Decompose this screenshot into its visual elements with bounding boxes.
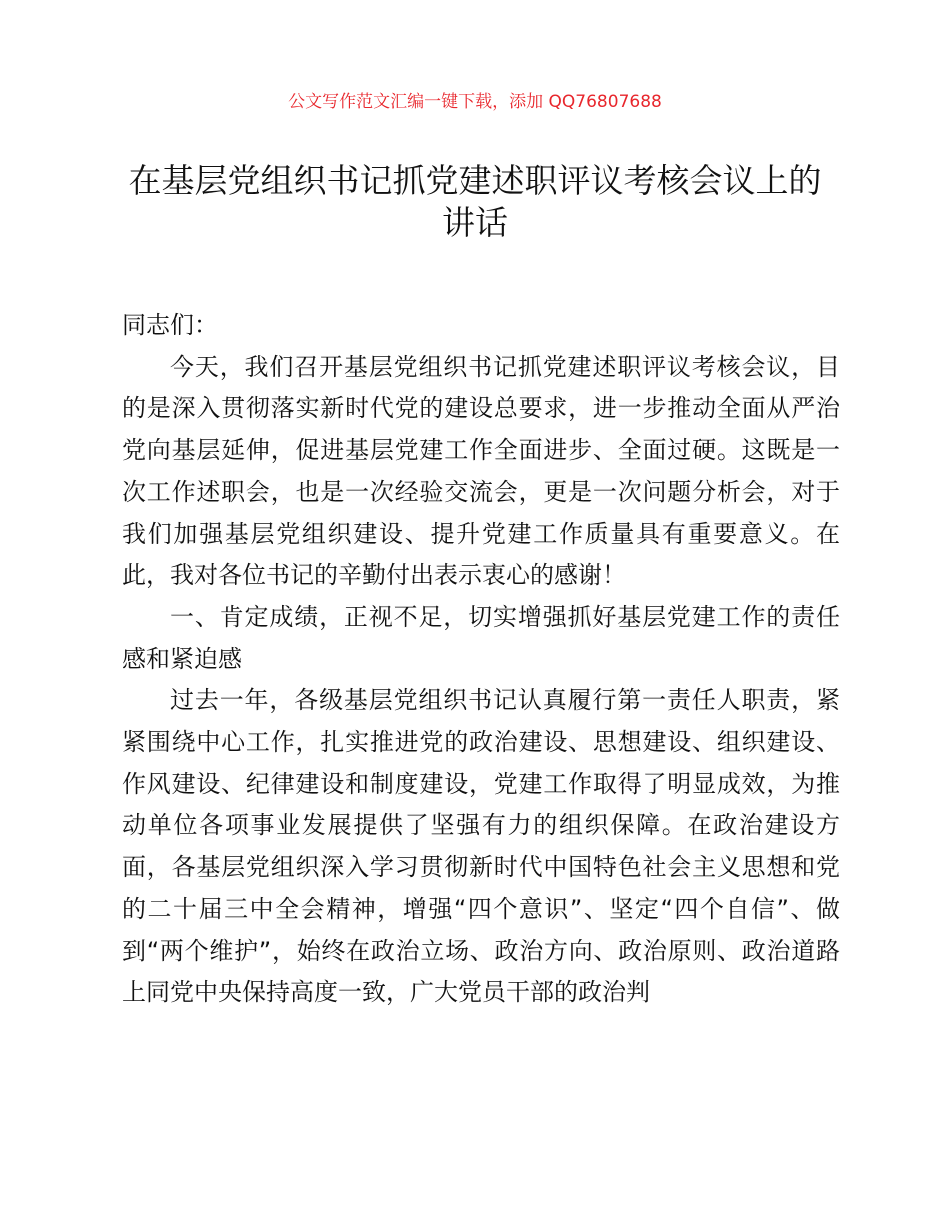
header-ad-text: 公文写作范文汇编一键下载，添加 QQ76807688 — [288, 92, 662, 112]
document-title: 在基层党组织书记抓党建述职评议考核会议上的讲话 — [128, 161, 822, 242]
document-body — [122, 305, 840, 1014]
paragraph-intro: 今天，我们召开基层党组织书记抓党建述职评议考核会议，目的是深入贯彻落实新时代党的建设总要求，进一步推动全面从严治党向基层延伸，促进基层党建工作全面进步、全面过硬。这既是一次工作述职会，也是一次经验交流会，更是一次问题分析会，对于我们加强基层党组织建设、提升党建工作质量具有重要意义。在此，我对各位书记的辛勤付出表示衷心的感谢！ — [122, 352, 840, 590]
section-heading-1: 一、肯定成绩，正视不足，切实增强抓好基层党建工作的责任感和紧迫感 — [122, 602, 840, 673]
paragraph-achievements: 过去一年，各级基层党组织书记认真履行第一责任人职责，紧紧围绕中心工作，扎实推进党的政治建设、思想建设、组织建设、作风建设、纪律建设和制度建设，党建工作取得了明显成效，为推动单位各项事业发展提供了坚强有力的组织保障。在政治建设方面，各基层党组织深入学习贯彻新时代中国特色社会主义思想和党的二十届三中全会精神，增强“四个意识”、坚定“四个自信”、做到“两个维护”，始终在政治立场、政治方向、政治原则、政治道路上同党中央保持高度一致，广大党员干部的政治判 — [122, 686, 840, 1007]
salutation: 同志们： — [122, 311, 218, 339]
